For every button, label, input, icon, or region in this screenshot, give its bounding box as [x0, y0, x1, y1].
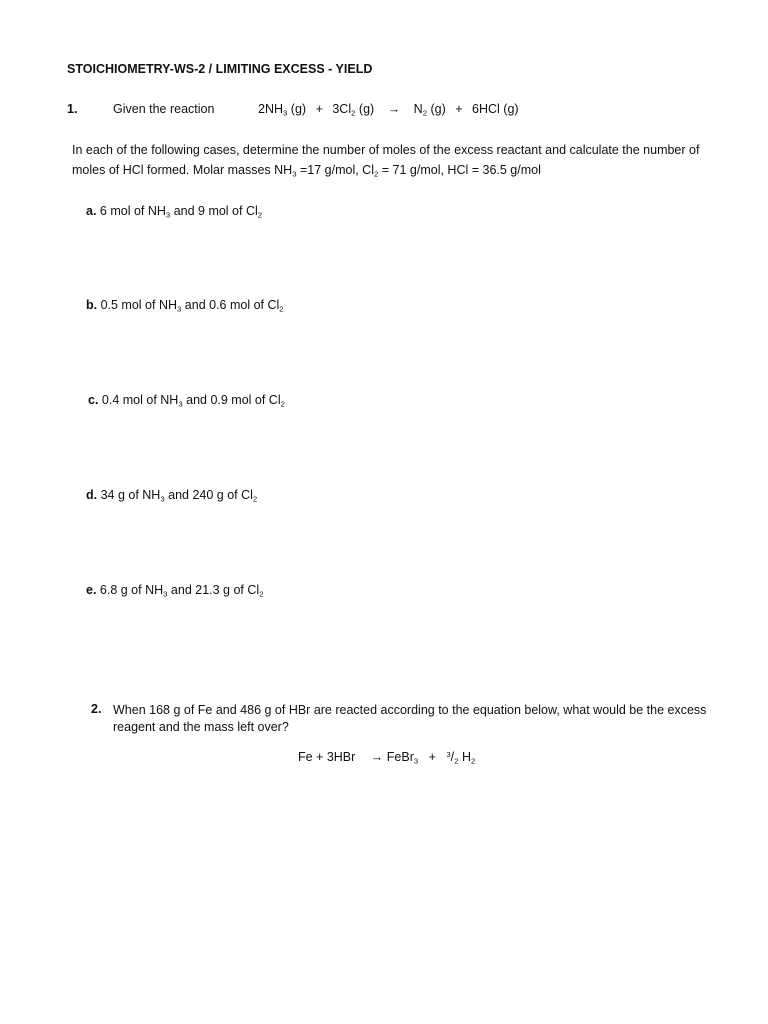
fraction-three-halves: $^3/_2$ [446, 749, 459, 766]
part-b: b. 0.5 mol of $NH_3$ and 0.6 mol of $Cl_2$ [86, 298, 284, 314]
product-1: $N_2$ (g) [413, 102, 446, 118]
plus-sign: + [315, 102, 323, 116]
reactants: Fe + 3HBr [298, 750, 356, 764]
product-2: 6HCl (g) [472, 102, 519, 116]
worksheet-title: STOICHIOMETRY-WS-2 / LIMITING EXCESS - YIELD [67, 62, 373, 76]
part-c: c. 0.4 mol of $NH_3$ and 0.9 mol of $Cl_2$ [88, 393, 285, 409]
plus-sign: + [455, 102, 463, 116]
question-1-instructions [72, 140, 722, 180]
instructions-line-1: In each of the following cases, determine the number of moles of the excess reactant and calculate the number of [72, 143, 700, 157]
plus-sign: + [421, 750, 443, 764]
question-1-number: 1. [67, 102, 78, 116]
reaction-arrow: → [370, 750, 384, 764]
question-2-line-1: When 168 g of Fe and 486 g of HBr are reacted according to the equation below, what would be the excess [113, 703, 707, 717]
question-1-intro: Given the reaction [113, 102, 215, 116]
instructions-line-2: moles of HCl formed. Molar masses $NH_3 =17$ g/mol, $Cl_2 = 71$ g/mol, HCl = 36.5 g/mol [72, 163, 541, 179]
question-2-line-2: reagent and the mass left over? [113, 720, 289, 734]
reaction-equation-2 [298, 750, 475, 764]
part-a: a. 6 mol of $NH_3$ and 9 mol of $Cl_2$ [86, 204, 263, 220]
product-febr3: FeBr$_3$ [386, 750, 419, 766]
reactant-1: $2NH_3$ (g) [258, 102, 307, 118]
part-e: e. 6.8 g of $NH_3$ and 21.3 g of $Cl_2$ [86, 583, 264, 599]
part-d: d. 34 g of $NH_3$ and 240 g of $Cl_2$ [86, 488, 258, 504]
product-h2: $H_2$ [461, 750, 476, 766]
reaction-arrow: → [387, 102, 401, 116]
reactant-2: $3Cl_2$ (g) [332, 102, 375, 118]
question-2-text [113, 702, 728, 736]
question-2-number: 2. [91, 702, 102, 716]
reaction-equation-1 [258, 102, 519, 116]
